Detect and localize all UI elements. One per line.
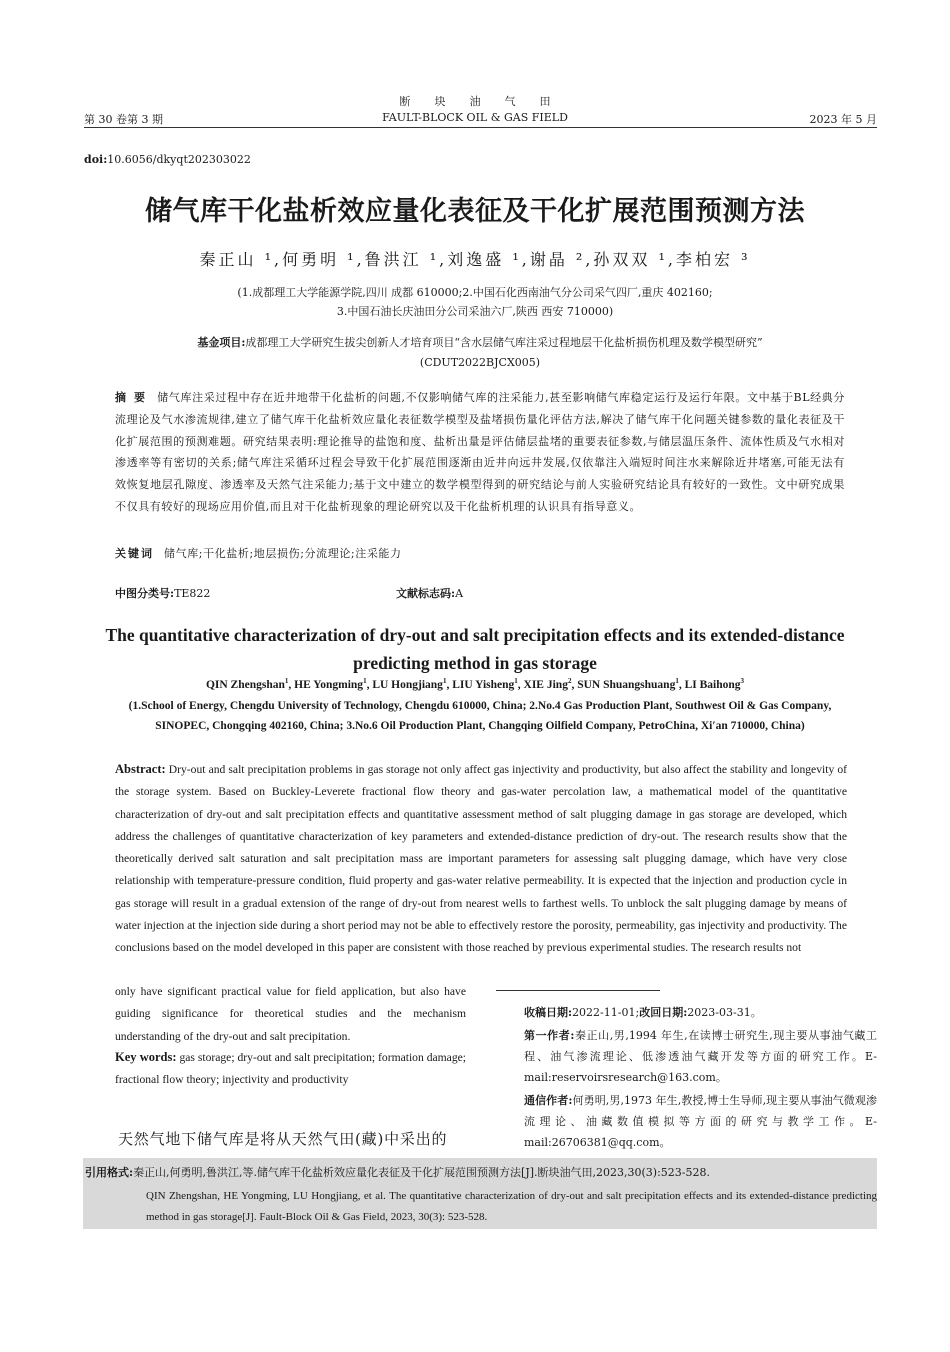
fund-text: 成都理工大学研究生拔尖创新人才培育项目“含水层储气库注采过程地层干化盐析损伤机理及数学模型研究” (245, 336, 763, 349)
clc-value: TE822 (174, 587, 211, 600)
doi-value: 10.6056/dkyqt202303022 (107, 153, 251, 166)
fund-code: (CDUT2022BJCX005) (419, 356, 541, 369)
author-en: LU Hongjiang$^1$ (372, 677, 447, 691)
keywords-en (115, 1046, 466, 1092)
abstract-en-text: Dry-out and salt precipitation problems in gas storage not only affect gas injectivity and productivity, but also affect the stability and longevity of the storage system. Based on Buckley-Leverete fractional flow theory and gas-water percolation law, a mathematical model of the quantitative characterization of dry-out and salt precipitation effects and quantitative assessment method of salt plugging damage in gas storage are developed, which address the challenges of quantitative characterization of key parameters and extended-distance prediction of dry-out. The research results show that the theoretically derived salt saturation and salt precipitation mass are important parameters for assessing salt plugging damage, which have very close relationship with temperature-pressure condition, fluid property and gas-water relative permeability. It is expected that the injection and production cycle in gas storage will result in a gradual extension of the range of dry-out from nearest wells to farthest wells. To unblock the salt plugging damage by means of water injection at the injection side during a short period may not be able to effectively restore the porosity, permeability, gas injectivity and productivity. The conclusions based on the model developed in this paper are consistent with those reached by previous experimental studies. The research results not (115, 763, 847, 955)
footnote (524, 1002, 877, 1155)
journal-name-en: FAULT-BLOCK OIL & GAS FIELD (382, 111, 568, 124)
footnote-dates: 收稿日期:2022-11-01;改回日期:2023-03-31。 (524, 1006, 762, 1019)
journal-name-cn: 断块油气田 (399, 95, 575, 108)
abstract-en (115, 758, 847, 960)
author-en: XIE Jing$^2$ (523, 677, 572, 691)
keywords-en-text: gas storage; dry-out and salt precipitation; formation damage; fractional flow theory; injectivity and productivity (115, 1051, 466, 1087)
citation-cn (85, 1164, 875, 1180)
clc-number (115, 585, 210, 601)
document-code (396, 585, 463, 601)
fund-label: 基金项目: (197, 336, 246, 349)
affiliations-cn (0, 283, 950, 321)
authors-en: QIN Zhengshan$^1$, HE Yongming$^1$, LU Hongjiang$^1$, LIU Yisheng$^1$, XIE Jing$^2$, SUN Shuangshuang$^1$, LI Baihong$^3$ (205, 677, 745, 691)
fund-info (120, 333, 840, 373)
affiliation-line-2: 3.中国石油长庆油田分公司采油六厂,陕西 西安 710000) (336, 305, 614, 318)
footnote-divider (496, 990, 660, 991)
paper-title-cn: 储气库干化盐析效应量化表征及干化扩展范围预测方法 (145, 196, 805, 227)
doi[interactable] (84, 153, 251, 166)
abstract-en-label: Abstract: (115, 762, 166, 776)
clc-label: 中图分类号: (115, 587, 175, 600)
affiliation-line-1: (1.成都理工大学能源学院,四川 成都 610000;2.中国石化西南油气分公司采气四厂,重庆 402160; (237, 286, 713, 299)
paper-title-en: The quantitative characterization of dry-out and salt precipitation effects and its extended-distance predicting method in gas storage (105, 625, 845, 673)
body-text-start: 天然气地下储气库是将从天然气田(藏)中采出的 (118, 1130, 448, 1148)
citation-label: 引用格式: (85, 1166, 134, 1179)
abstract-en-continuation: only have significant practical value for field application, but also have guiding significance for theoretical studies and the mechanism understanding of the dry-out and salt precipitation. (115, 985, 466, 1043)
abstract-cn (115, 387, 845, 518)
keywords-cn-text: 储气库;干化盐析;地层损伤;分流理论;注采能力 (164, 547, 402, 560)
doi-label: doi: (84, 153, 108, 166)
header-divider (84, 127, 877, 128)
citation-cn-text: 秦正山,何勇明,鲁洪江,等.储气库干化盐析效应量化表征及干化扩展范围预测方法[J].断块油气田,2023,30(3):523-528. (133, 1166, 711, 1179)
author-en: LIU Yisheng$^1$ (452, 677, 518, 691)
doc-code-label: 文献标志码: (396, 587, 456, 600)
volume-issue: 第 30 卷第 3 期 (84, 113, 163, 126)
footnote-corresponding-author: 通信作者:何勇明,男,1973 年生,教授,博士生导师,现主要从事油气微观渗流理论、油藏数值模拟等方面的研究与教学工作。E-mail:26706381@qq.com。 (524, 1094, 877, 1149)
abstract-cn-label: 摘要 (115, 391, 154, 404)
keywords-cn-label: 关键词 (115, 547, 154, 560)
abstract-cn-text: 储气库注采过程中存在近井地带干化盐析的问题,不仅影响储气库的注采能力,甚至影响储气库稳定运行及运行年限。文中基于BL经典分流理论及气水渗流规律,建立了储气库干化盐析效应量化表征数学模型及盐堵损伤量化评估方法,解决了储气库干化问题关键参数的量化表征及干化扩展范围的预测难题。研究结果表明:理论推导的盐饱和度、盐析出量是评估储层盐堵的重要表征参数,与储层温压条件、流体性质及气水相对渗透率等有密切的关系;储气库注采循环过程会导致干化扩展范围逐渐由近井向远井发展,仅依靠注入端短时间注水来解除近井堵塞,可能无法有效恢复地层孔隙度、渗透率及天然气注采能力;基于文中建立的数学模型得到的研究结论与前人实验研究结论具有较好的一致性。文中研究成果不仅具有较好的现场应用价值,而且对干化盐析现象的理论研究以及干化盐析机理的认识具有指导意义。 (115, 391, 845, 513)
footnote-first-author: 第一作者:秦正山,男,1994 年生,在读博士研究生,现主要从事油气藏工程、油气渗流理论、低渗透油气藏开发等方面的研究工作。E-mail:reservoirsresearch@163.com。 (524, 1029, 877, 1084)
affiliations-en: (1.School of Energy, Chengdu University of Technology, Chengdu 610000, China; 2.No.4 Gas Production Plant, Southwest Oil & Gas Company, SINOPEC, Chongqing 402160, China; 3.No.6 Oil Production Plant, Changqing Oilfield Company, PetroChina, Xi′an 710000, China) (128, 700, 832, 732)
authors-cn: 秦正山 ¹,何勇明 ¹,鲁洪江 ¹,刘逸盛 ¹,谢晶 ²,孙双双 ¹,李柏宏 ³ (199, 250, 751, 269)
keywords-en-label: Key words: (115, 1050, 177, 1064)
author-en: SUN Shuangshuang$^1$ (577, 677, 679, 691)
author-en: LI Baihong$^3$ (684, 677, 745, 691)
author-en: QIN Zhengshan$^1$ (205, 677, 289, 691)
author-en: HE Yongming$^1$ (294, 677, 367, 691)
keywords-cn (115, 545, 845, 561)
citation-en: QIN Zhengshan, HE Yongming, LU Hongjiang, et al. The quantitative characterization of dry-out and salt precipitation effects and its extended-distance predicting method in gas storage[J]. Fault-Block Oil & Gas Field, 2023, 30(3): 523-528. (146, 1190, 877, 1223)
doc-code-value: A (455, 587, 464, 600)
issue-date: 2023 年 5 月 (809, 113, 877, 126)
